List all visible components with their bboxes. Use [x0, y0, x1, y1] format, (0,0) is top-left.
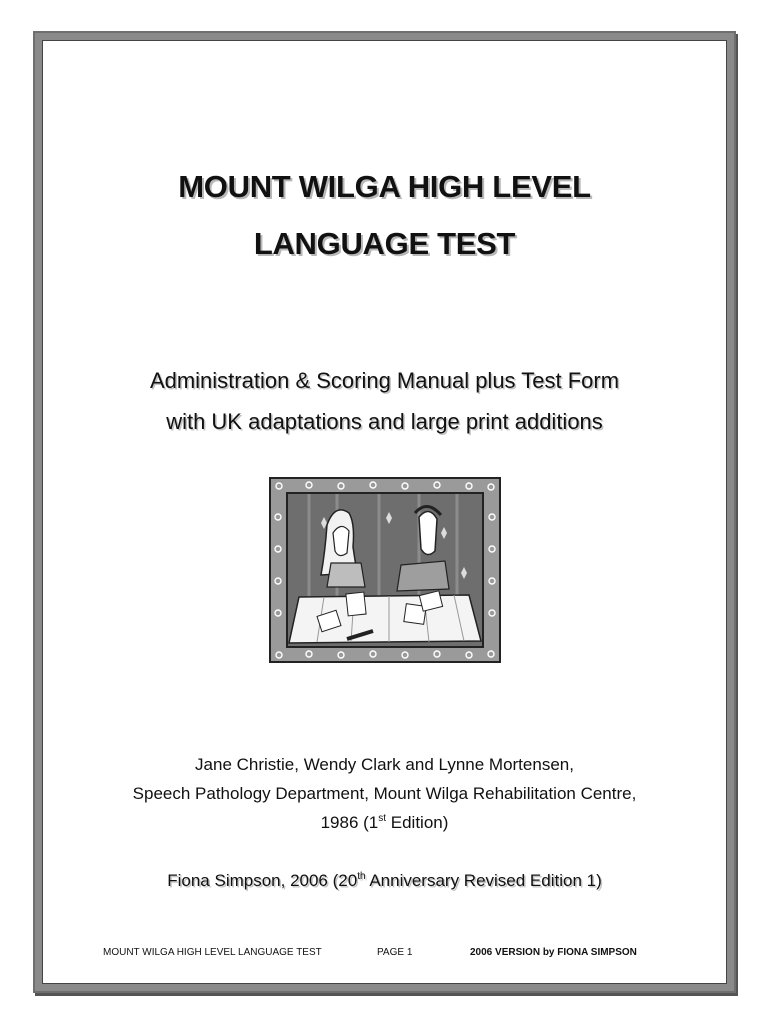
title-line-2: LANGUAGE TEST — [253, 226, 516, 261]
page — [42, 40, 727, 984]
title-line-1: MOUNT WILGA HIGH LEVEL — [178, 169, 591, 204]
footer-page-number: PAGE 1 — [377, 947, 413, 958]
department-line: Speech Pathology Department, Mount Wilga Rehabilitation Centre, — [132, 784, 637, 803]
page-footer — [43, 947, 726, 961]
two-people-at-table-illustration — [269, 477, 501, 663]
revised-edition-ordinal: th — [357, 871, 366, 882]
subtitle-line-1: Administration & Scoring Manual plus Test Form — [149, 368, 620, 393]
revised-edition-line — [43, 871, 726, 891]
footer-title: MOUNT WILGA HIGH LEVEL LANGUAGE TEST — [103, 947, 322, 958]
revised-edition-label: Anniversary Revised Edition 1) — [365, 871, 602, 890]
page-border — [33, 31, 736, 993]
first-edition-year: 1986 (1 — [320, 813, 379, 832]
first-edition-label: Edition) — [386, 813, 449, 832]
footer-version: 2006 VERSION by FIONA SIMPSON — [470, 947, 637, 958]
revised-edition-author: Fiona Simpson, 2006 (20 — [167, 871, 358, 890]
authors-line: Jane Christie, Wendy Clark and Lynne Mortensen, — [195, 755, 574, 774]
first-edition-ordinal: st — [378, 813, 387, 824]
first-edition-line — [43, 813, 726, 833]
subtitle-line-2: with UK adaptations and large print additions — [166, 409, 603, 434]
